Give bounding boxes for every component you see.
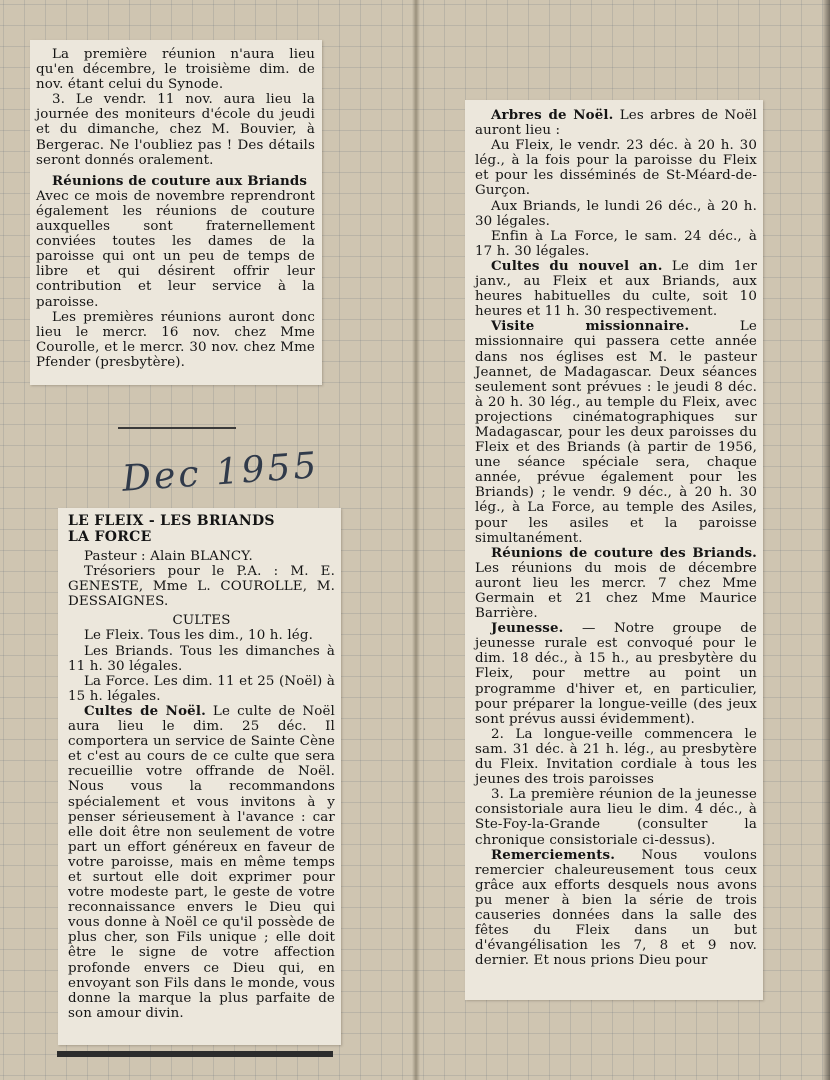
bottom-clipping-pastor: Pasteur : Alain BLANCY. [84, 549, 253, 564]
right-clipping-remerciements: Remerciements. Nous voulons remercier chaleureusement tous ceux grâce aux efforts desquels nous avons pu mener à bien la série de trois causeries données dans la salle des fêtes du Fleix dans un but d'évangélisation les 7, 8 et 9 nov. dernier. Et nous prions Dieu pour [475, 846, 757, 969]
bottom-clipping-treasurers: Trésoriers pour le P.A. : M. E. GENESTE, Mme L. COUROLLE, M. DESSAIGNES. [68, 564, 335, 610]
bottom-clipping-cultes-heading: CULTES [172, 613, 231, 629]
right-clipping-jeunesse-2: 2. La longue-veille commencera le sam. 31 déc. à 21 h. lég., au presbytère du Fleix. Invitation cordiale à tous les jeunes des trois paroisses [475, 726, 757, 788]
bottom-clipping-cultes-force: La Force. Les dim. 11 et 25 (Noël) à 15 h. légales. [68, 673, 335, 704]
right-clipping-arbres: Arbres de Noël. Les arbres de Noël auront lieu : [475, 107, 757, 139]
handwritten-underline [118, 427, 236, 429]
right-clipping-couture: Réunions de couture des Briands. Les réunions du mois de décembre auront lieu les mercr. 7 chez Mme Germain et 21 chez Mme Maurice Barrière. [475, 544, 757, 622]
bottom-clipping-noel: Cultes de Noël. Le culte de Noël aura lieu le dim. 25 déc. Il comportera un service de Sainte Cène et c'est au cours de ce culte que sera recueillie votre offrande de Noël. Nous vous la recommandons spécialement et vous invitons à y penser sérieusement à l'avance : car elle doit être non seulement de votre part un effort généreux en faveur de votre paroisse, mais en même temps et surtout elle doit exprimer pour votre modeste part, le geste de votre reconnaissance envers le Dieu qui vous donne à Noël ce qu'il possède de plus cher, son Fils unique ; elle doit être le signe de votre affection profonde envers ce Dieu qui, en envoyant son Fils dans le monde, vous donne la marque la plus parfaite de son amour divin. [68, 702, 335, 1021]
right-clipping [465, 100, 763, 1000]
top-clipping-heading: Réunions de couture aux Briands [52, 172, 308, 189]
bottom-clipping-cultes-fleix: Le Fleix. Tous les dim., 10 h. lég. [84, 628, 313, 644]
page-edge-shadow [822, 0, 830, 1080]
bottom-clipping [58, 508, 341, 1045]
top-clipping-p4: Les premières réunions auront donc lieu le mercr. 16 nov. chez Mme Courolle, et le mercr. 30 nov. chez Mme Pfender (presbytère). [36, 309, 315, 370]
right-clipping-visite: Visite missionnaire. Le missionnaire qui passera cette année dans nos églises est M. le pasteur Jeannet, de Madagascar. Deux séances seulement sont prévues : le jeudi 8 déc. à 20 h. 30 lég., au temple du Fleix, avec projections cinématographiques sur Madagascar, pour les deux paroisses du Fleix et des Briands (à partir de 1956, une séance spéciale sera, chaque année, prévue également pour les Briands) ; le vendr. 9 déc., à 20 h. 30 lég., à La Force, au temple des Asiles, pour les asiles et la paroisse simultanément. [475, 318, 757, 546]
right-clipping-fleix-arbre: Au Fleix, le vendr. 23 déc. à 20 h. 30 lég., à la fois pour la paroisse du Fleix et pour les disséminés de St-Méard-de-Gurçon. [475, 138, 757, 199]
right-clipping-briands-arbre: Aux Briands, le lundi 26 déc., à 20 h. 30 légales. [475, 198, 757, 229]
top-clipping [30, 40, 322, 385]
bottom-clipping-headline-2: LA FORCE [68, 528, 152, 545]
right-clipping-jeunesse: Jeunesse. — Notre groupe de jeunesse rurale est convoqué pour le dim. 18 déc., à 15 h., au presbytère du Fleix, pour mettre au point un programme d'hiver et, en particulier, pour préparer la longue-veille (des jeux sont prévus aussi évidemment). [475, 620, 757, 727]
top-clipping-p1: La première réunion n'aura lieu qu'en décembre, le troisième dim. de nov. étant celui du Synode. [36, 47, 315, 93]
top-clipping-p2: 3. Le vendr. 11 nov. aura lieu la journée des moniteurs d'école du jeudi et du dimanche, chez M. Bouvier, à Bergerac. Ne l'oubliez pas ! Des détails seront donnés oralement. [36, 92, 315, 168]
right-clipping-jeunesse-3: 3. La première réunion de la jeunesse consistoriale aura lieu le dim. 4 déc., à Ste-Foy-la-Grande (consulter la chronique consistoriale ci-dessus). [475, 787, 757, 848]
right-clipping-nouvel-an: Cultes du nouvel an. Le dim 1er janv., au Fleix et aux Briands, aux heures habituelles du culte, soit 10 heures et 11 h. 30 respectivement. [475, 257, 757, 320]
notebook-binding [412, 0, 420, 1080]
right-clipping-force-arbre: Enfin à La Force, le sam. 24 déc., à 17 h. 30 légales. [475, 228, 757, 259]
bottom-clipping-headline-1: LE FLEIX - LES BRIANDS [68, 513, 275, 529]
clipping-rule [57, 1051, 333, 1057]
bottom-clipping-cultes-briands: Les Briands. Tous les dimanches à 11 h. 30 légales. [68, 643, 335, 674]
top-clipping-p3: Avec ce mois de novembre reprendront également les réunions de couture auxquelles sont fraternellement conviées toutes les dames de la paroisse qui ont un peu de temps de libre et qui désirent offrir leur contribution et leur service à la paroisse. [36, 188, 315, 310]
handwritten-date: Dec 1955 [120, 445, 321, 500]
